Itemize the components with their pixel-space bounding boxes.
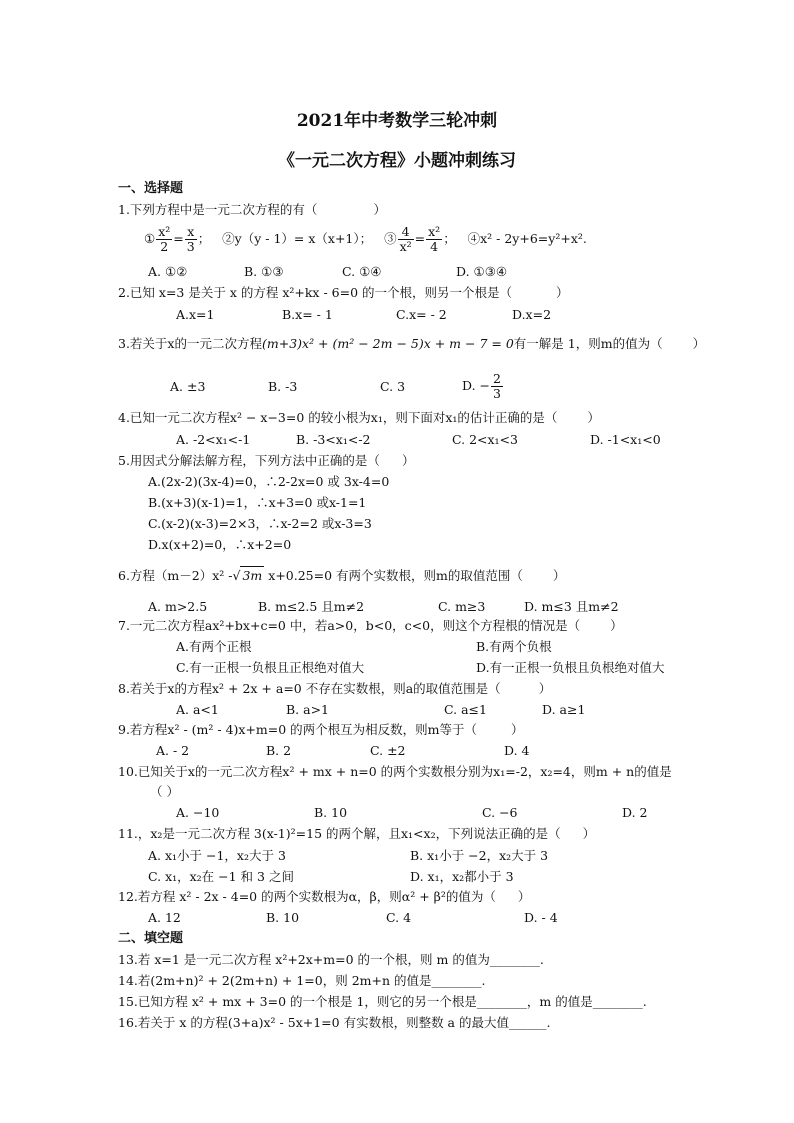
- equation-4: ④x² - 2y+6=y²+x².: [467, 231, 587, 246]
- question-9-stem: 9.若方程x² - (m² - 4)x+m=0 的两个根互为相反数，则m等于（: [118, 722, 478, 737]
- fraction: [491, 372, 503, 401]
- fraction: [398, 225, 414, 254]
- question-3-paren-close: ）: [692, 336, 706, 351]
- question-11-paren-close: ）: [582, 826, 596, 841]
- page-subtitle: 《一元二次方程》小题冲刺练习: [278, 151, 516, 171]
- question-9-option-c[interactable]: C. ±2: [370, 743, 406, 758]
- question-1-option-b[interactable]: B. ①③: [244, 264, 284, 279]
- question-8-option-a[interactable]: A. a<1: [176, 702, 219, 717]
- question-6-option-a[interactable]: A. m>2.5: [148, 599, 208, 614]
- question-12-option-c[interactable]: C. 4: [386, 910, 412, 925]
- question-9-paren-close: ）: [511, 722, 524, 737]
- question-5-option-a[interactable]: A.(2x-2)(3x-4)=0，∴2-2x=0 或 3x-4=0: [148, 474, 390, 489]
- question-3-stem-end: 有一解是 1，则m的值为（: [513, 336, 663, 351]
- question-1-option-a[interactable]: A. ①②: [148, 264, 188, 279]
- question-10-paren: （ ）: [150, 784, 179, 799]
- question-3-equation: (m+3)x² + (m² − 2m − 5)x + m − 7 = 0: [261, 336, 514, 351]
- question-12-paren-close: ）: [517, 889, 531, 904]
- question-6-option-c[interactable]: C. m≥3: [438, 599, 486, 614]
- question-2-option-b[interactable]: B.x= - 1: [282, 307, 333, 322]
- question-4-paren-close: ）: [587, 410, 600, 425]
- option-d-label: D. −: [462, 378, 490, 393]
- question-7-option-b[interactable]: B.有两个负根: [476, 639, 552, 654]
- question-11-stem: 11.，x₂是一元二次方程 3(x-1)²=15 的两个解，且x₁<x₂，下列说法正确的是（: [118, 826, 561, 841]
- question-4-option-a[interactable]: A. -2<x₁<-1: [176, 432, 251, 447]
- separator: ；: [197, 231, 211, 246]
- question-1-equations: [144, 224, 587, 254]
- question-3-option-a[interactable]: A. ±3: [170, 379, 206, 394]
- question-1-option-c[interactable]: C. ①④: [342, 264, 382, 279]
- question-2-paren-close: ）: [556, 285, 569, 300]
- question-3-option-b[interactable]: B. -3: [268, 379, 298, 394]
- page-title: 2021年中考数学三轮冲刺: [296, 111, 498, 131]
- square-root-term: 3m: [242, 568, 263, 583]
- question-4: [118, 409, 600, 427]
- equals-sign: =: [414, 231, 426, 246]
- question-8-option-d[interactable]: D. a≥1: [542, 702, 586, 717]
- question-4-stem: 4.已知一元二次方程x² − x−3=0 的较小根为x₁，则下面对x₁的估计正确的是（: [118, 410, 558, 425]
- question-12-option-a[interactable]: A. 12: [148, 910, 181, 925]
- question-12-stem: 12.若方程 x² - 2x - 4=0 的两个实数根为α，β，则α² + β²的值为（: [118, 889, 496, 904]
- question-9-option-b[interactable]: B. 2: [266, 743, 292, 758]
- question-6-paren-close: ）: [552, 568, 566, 583]
- question-6-stem: 6.方程（m－2）x² -: [118, 568, 233, 583]
- question-8-paren-close: ）: [538, 681, 552, 696]
- question-7-option-d[interactable]: D.有一正根一负根且负根绝对值大: [476, 660, 665, 675]
- fraction-numerator: 4: [398, 225, 414, 240]
- question-1: [118, 201, 386, 219]
- separator: ；: [443, 231, 456, 246]
- equation-2: ②y（y - 1）= x（x+1）；: [222, 231, 373, 246]
- fraction-numerator: x: [185, 225, 197, 240]
- question-9: [118, 721, 524, 739]
- fraction-denominator: 3: [186, 239, 195, 254]
- question-16: 16.若关于 x 的方程(3+a)x² - 5x+1=0 有实数根，则整数 a 的最大值______.: [118, 1015, 551, 1030]
- question-8-option-b[interactable]: B. a>1: [286, 702, 330, 717]
- question-6-option-d[interactable]: D. m≤3 且m≠2: [524, 599, 619, 614]
- fraction: [426, 225, 442, 254]
- question-2-option-c[interactable]: C.x= - 2: [396, 307, 447, 322]
- fraction-denominator: 3: [493, 386, 501, 401]
- question-10-option-d[interactable]: D. 2: [622, 805, 648, 820]
- fraction-numerator: x²: [158, 224, 171, 239]
- question-13: 13.若 x=1 是一元二次方程 x²+2x+m=0 的一个根，则 m 的值为________.: [118, 952, 544, 967]
- question-7-stem: 7.一元二次方程ax²+bx+c=0 中，若a>0，b<0，c<0，则这个方程根的情况是（: [118, 618, 581, 633]
- question-1-paren-close: ）: [373, 202, 386, 217]
- question-5-stem: 5.用因式分解法解方程，下列方法中正确的是（: [118, 453, 380, 468]
- question-3-option-c[interactable]: C. 3: [380, 379, 406, 394]
- question-14: 14.若(2m+n)² + 2(2m+n) + 1=0，则 2m+n 的值是________.: [118, 973, 486, 988]
- question-5-paren-close: ）: [401, 453, 415, 468]
- fraction-numerator: x²: [428, 224, 441, 239]
- question-5-option-d[interactable]: D.x(x+2)=0，∴x+2=0: [148, 537, 292, 552]
- question-6: 6.方程（m－2）x² -√ 3m x+0.25=0 有两个实数根，则m的取值范围（ ）: [118, 568, 566, 583]
- fraction: [185, 225, 197, 254]
- question-2-option-d[interactable]: D.x=2: [512, 307, 552, 322]
- question-10-option-a[interactable]: A. −10: [176, 805, 220, 820]
- question-11: [118, 825, 595, 843]
- section-choice-heading: 一、选择题: [118, 181, 184, 196]
- question-5: [118, 452, 414, 470]
- fraction: [156, 225, 172, 254]
- question-3-option-d[interactable]: [462, 368, 504, 404]
- question-4-option-b[interactable]: B. -3<x₁<-2: [296, 432, 371, 447]
- question-2-option-a[interactable]: A.x=1: [176, 307, 215, 322]
- equation-3-mark: ③: [384, 231, 397, 246]
- question-5-option-c[interactable]: C.(x-2)(x-3)=2×3，∴x-2=2 或x-3=3: [148, 516, 372, 531]
- equation-1-mark: ①: [144, 231, 156, 246]
- question-12-option-b[interactable]: B. 10: [266, 910, 300, 925]
- question-4-option-d[interactable]: D. -1<x₁<0: [590, 432, 661, 447]
- question-15: 15.已知方程 x² + mx + 3=0 的一个根是 1，则它的另一个根是________，m 的值是________.: [118, 994, 647, 1009]
- question-7: [118, 617, 623, 635]
- question-12: [118, 888, 530, 906]
- fraction-denominator: 2: [160, 239, 169, 254]
- question-9-option-a[interactable]: A. - 2: [156, 743, 190, 758]
- section-fill-heading: 二、填空题: [118, 931, 184, 946]
- question-3-stem: 3.若关于x的一元二次方程: [118, 336, 262, 351]
- question-8-stem: 8.若关于x的方程x² + 2x + a=0 不存在实数根，则a的取值范围是（: [118, 681, 501, 696]
- question-7-paren-close: ）: [610, 618, 623, 633]
- question-9-option-d[interactable]: D. 4: [504, 743, 530, 758]
- question-7-option-c[interactable]: C.有一正根一负根且正根绝对值大: [176, 660, 365, 675]
- question-10-option-c[interactable]: C. −6: [482, 805, 518, 820]
- question-6-option-b[interactable]: B. m≤2.5 且m≠2: [258, 599, 365, 614]
- question-11-option-a[interactable]: A. x₁小于 −1，x₂大于 3: [148, 848, 286, 863]
- question-11-option-c[interactable]: C. x₁，x₂在 −1 和 3 之间: [148, 869, 294, 884]
- question-10-option-b[interactable]: B. 10: [314, 805, 348, 820]
- question-8-option-c[interactable]: C. a≤1: [444, 702, 487, 717]
- question-8: [118, 680, 551, 698]
- question-10: 10.已知关于x的一元二次方程x² + mx + n=0 的两个实数根分别为x₁=-2，x₂=4，则m + n的值是: [118, 764, 672, 779]
- question-3: [118, 335, 705, 353]
- question-7-option-a[interactable]: A.有两个正根: [176, 639, 252, 654]
- question-11-option-d[interactable]: D. x₁，x₂都小于 3: [410, 869, 514, 884]
- question-1-option-d[interactable]: D. ①③④: [456, 264, 508, 279]
- question-2-stem: 2.已知 x=3 是关于 x 的方程 x²+kx - 6=0 的一个根，则另一个根是（: [118, 285, 513, 300]
- question-11-option-b[interactable]: B. x₁小于 −2，x₂大于 3: [410, 848, 549, 863]
- question-5-option-b[interactable]: B.(x+3)(x-1)=1，∴x+3=0 或x-1=1: [148, 495, 367, 510]
- question-6-stem-end: x+0.25=0 有两个实数根，则m的取值范围（: [268, 568, 523, 583]
- fraction-denominator: x²: [399, 239, 412, 254]
- fraction-denominator: 4: [430, 239, 439, 254]
- equals-sign: =: [173, 231, 184, 246]
- fraction-numerator: 2: [493, 371, 501, 386]
- question-12-option-d[interactable]: D. - 4: [524, 910, 558, 925]
- question-2: [118, 284, 569, 302]
- question-4-option-c[interactable]: C. 2<x₁<3: [452, 432, 518, 447]
- question-1-stem: 1.下列方程中是一元二次方程的有（: [118, 202, 318, 217]
